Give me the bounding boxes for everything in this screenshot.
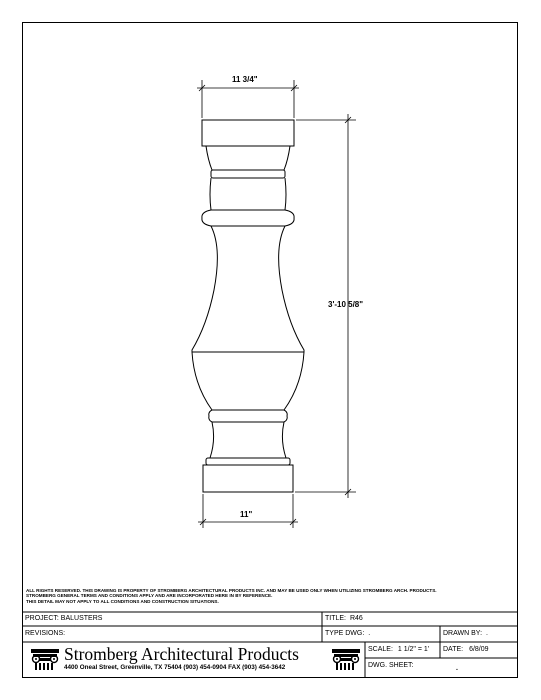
date-value: 6/8/09 <box>469 646 489 653</box>
scale-label: SCALE: <box>368 646 393 653</box>
title-field <box>325 615 363 622</box>
baluster-upper-neck <box>206 146 290 170</box>
dwg-sheet-field <box>368 662 414 669</box>
scale-field <box>368 646 429 653</box>
project-label: PROJECT: <box>25 615 59 622</box>
company-address: 4400 Oneal Street, Greenville, TX 75404 (903) 454-0904 FAX (903) 454-3642 <box>64 664 286 671</box>
baluster-upper-ring <box>211 170 285 178</box>
title-label: TITLE: <box>325 615 347 622</box>
dim-top-width-label: 11 3/4" <box>232 75 258 84</box>
drawn-by-label: DRAWN BY: <box>443 630 483 637</box>
type-dwg-field <box>325 630 370 637</box>
project-value: BALUSTERS <box>60 615 103 622</box>
legal-notice <box>26 588 516 604</box>
dwg-sheet-value: . <box>456 665 458 672</box>
baluster-lower-bead <box>209 410 287 422</box>
baluster-collar <box>210 178 286 210</box>
baluster-bead <box>202 210 294 226</box>
dwg-sheet-label: DWG. SHEET: <box>368 662 414 669</box>
scale-value: 1 1/2" = 1' <box>397 646 430 653</box>
notice-line-3: THIS DETAIL MAY NOT APPLY TO ALL CONDITIONS AND CONSTRUCTION SITUATIONS. <box>26 598 219 604</box>
date-label: DATE: <box>443 646 464 653</box>
project-field <box>25 615 102 622</box>
baluster-vase-profile-left <box>192 226 217 410</box>
drawn-by-field <box>443 630 488 637</box>
dim-height-label: 3'-10 5/8" <box>328 300 364 309</box>
notice-line-1: ALL RIGHTS RESERVED. THIS DRAWING IS PROPERTY OF STROMBERG ARCHITECTURAL PRODUCTS INC. AND MAY BE USED ONLY WHEN UTILIZING STROMBERG ARCH. PRODUCTS. <box>26 588 437 593</box>
company-name: Stromberg Architectural Products <box>64 644 299 664</box>
baluster-top-cap <box>202 120 294 146</box>
dim-base-width-label: 11" <box>240 510 253 519</box>
notice-line-2: STROMBERG GENERAL TERMS AND CONDITIONS APPLY AND ARE INCORPORATED HERE IN BY REFERENCE. <box>26 593 273 599</box>
type-dwg-value: . <box>368 630 371 637</box>
type-dwg-label: TYPE DWG: <box>325 630 365 637</box>
date-field <box>443 646 489 653</box>
revisions-field <box>25 630 65 637</box>
baluster-base-ring <box>206 458 290 465</box>
capital-logo-left-icon <box>30 648 60 670</box>
baluster-vase-profile-right <box>279 226 304 410</box>
drawn-by-value: . <box>485 630 488 637</box>
capital-logo-right-icon <box>331 648 361 670</box>
title-value: R46 <box>349 615 363 622</box>
revisions-label: REVISIONS: <box>25 630 66 637</box>
baluster-base-block <box>203 465 293 492</box>
baluster-lower-neck <box>210 422 286 458</box>
